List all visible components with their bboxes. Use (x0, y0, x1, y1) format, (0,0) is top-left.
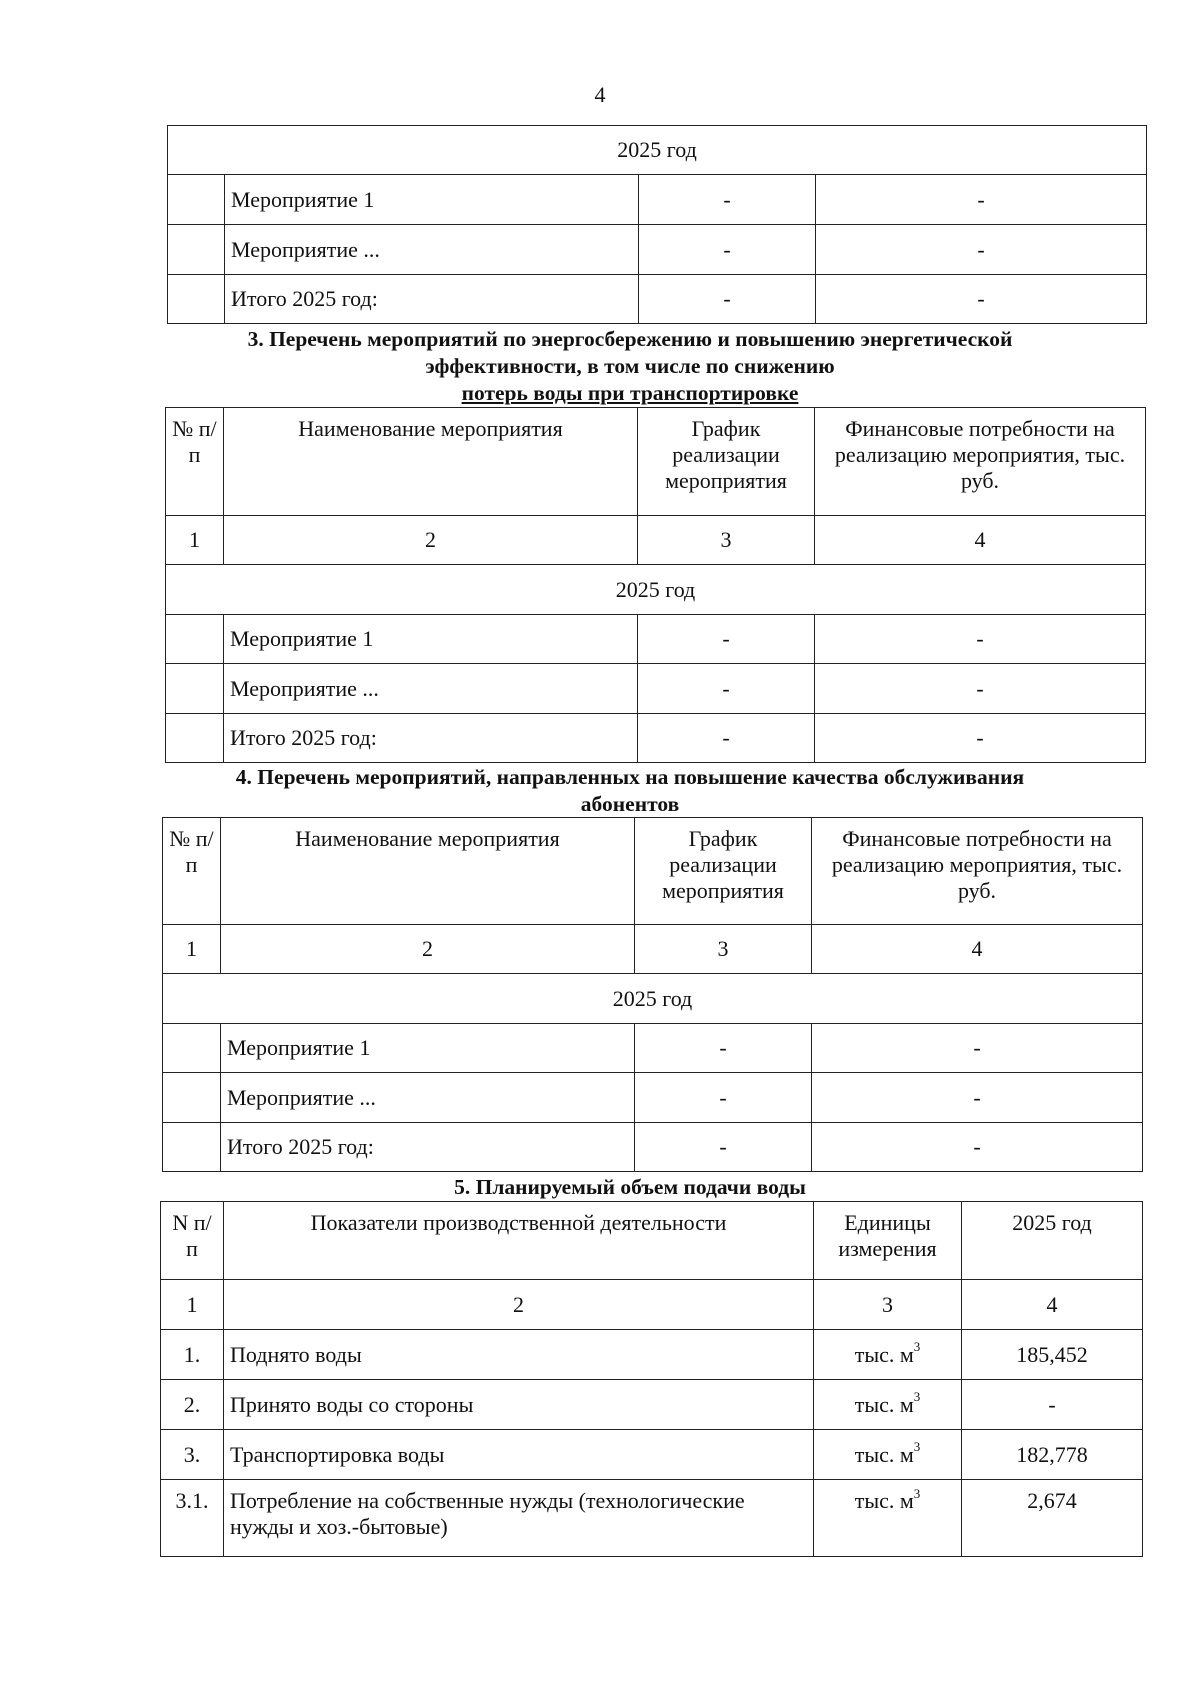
table-service-quality (162, 817, 1143, 1172)
table-row: 3. Транспортировка воды тыс. $м^3$ 182,778 (161, 1430, 1143, 1480)
col-header: Наименование мероприятия (224, 408, 638, 516)
finance-cell: - (816, 275, 1147, 324)
schedule-cell: - (639, 175, 816, 225)
section-3-title: 3. Перечень мероприятий по энергосбережению и повышению энергетической эффективности, в том числе по снижению потерь воды при транспортировке (247, 327, 1013, 405)
page-number: 4 (594, 82, 606, 107)
measure-name: Итого 2025 год: (224, 714, 638, 763)
unit-cell: тыс. $м^3$ (814, 1380, 962, 1430)
year-row: 2025 год (166, 565, 1146, 615)
table-row: Мероприятие ... - - (163, 1073, 1143, 1123)
table-header-row (163, 818, 1143, 925)
measure-name: Итого 2025 год: (221, 1123, 635, 1172)
table-row: 2. Принято воды со стороны тыс. $м^3$ - (161, 1380, 1143, 1430)
section-4-title: 4. Перечень мероприятий, направленных на повышение качества обслуживания абонентов (235, 765, 1025, 816)
table-measures-tail (167, 125, 1147, 324)
table-header-row (161, 1202, 1143, 1280)
measure-name: Мероприятие 1 (224, 615, 638, 664)
col-header: № п/п (166, 408, 224, 516)
column-numbers-row: 1 2 3 4 (161, 1280, 1143, 1330)
col-header: № п/п (163, 818, 221, 925)
finance-cell: - (816, 175, 1147, 225)
table-header-row (166, 408, 1146, 516)
section-5-title: 5. Планируемый объем подачи воды (454, 1175, 806, 1199)
finance-cell: - (816, 225, 1147, 275)
year-row: 2025 год (168, 126, 1147, 175)
indicator-name: Потребление на собственные нужды (технологические нужды и хоз.-бытовые) (224, 1480, 814, 1557)
col-header: N п/п (161, 1202, 224, 1280)
table-water-supply (160, 1201, 1143, 1557)
measure-name: Мероприятие 1 (221, 1024, 635, 1073)
unit-cell: тыс. $м^3$ (814, 1330, 962, 1380)
table-row: 3.1. Потребление на собственные нужды (технологические нужды и хоз.-бытовые) тыс. $м^3$ 2,674 (161, 1480, 1143, 1557)
value-cell: 182,778 (962, 1430, 1143, 1480)
year-row: 2025 год (163, 974, 1143, 1024)
unit-cell: тыс. $м^3$ (814, 1480, 962, 1557)
col-header: Показатели производственной деятельности (224, 1202, 814, 1280)
table-row: 1. Поднято воды тыс. $м^3$ 185,452 (161, 1330, 1143, 1380)
col-header: Единицы измерения (814, 1202, 962, 1280)
indicator-name: Транспортировка воды (224, 1430, 814, 1480)
measure-name: Мероприятие 1 (225, 175, 639, 225)
table-row (168, 275, 1147, 324)
indicator-name: Поднято воды (224, 1330, 814, 1380)
col-header: Наименование мероприятия (221, 818, 635, 925)
value-cell: 185,452 (962, 1330, 1143, 1380)
measure-name: Мероприятие ... (224, 664, 638, 714)
schedule-cell: - (639, 275, 816, 324)
unit-cell: тыс. $м^3$ (814, 1430, 962, 1480)
schedule-cell: - (639, 225, 816, 275)
column-numbers-row: 1 2 3 4 (163, 925, 1143, 974)
table-row: Мероприятие 1 - - (163, 1024, 1143, 1073)
table-row (168, 175, 1147, 225)
table-row (168, 225, 1147, 275)
measure-name: Мероприятие ... (225, 225, 639, 275)
table-row: Мероприятие ... - - (166, 664, 1146, 714)
measure-name: Мероприятие ... (221, 1073, 635, 1123)
table-row: Итого 2025 год: - - (163, 1123, 1143, 1172)
col-header: Финансовые потребности на реализацию мероприятия, тыс. руб. (815, 408, 1146, 516)
col-header: График реализации мероприятия (638, 408, 815, 516)
table-energy-saving (165, 407, 1146, 763)
table-row: Мероприятие 1 - - (166, 615, 1146, 664)
indicator-name: Принято воды со стороны (224, 1380, 814, 1430)
measure-name: Итого 2025 год: (225, 275, 639, 324)
value-cell: 2,674 (962, 1480, 1143, 1557)
column-numbers-row: 1 2 3 4 (166, 516, 1146, 565)
col-header: 2025 год (962, 1202, 1143, 1280)
col-header: Финансовые потребности на реализацию мероприятия, тыс. руб. (812, 818, 1143, 925)
value-cell: - (962, 1380, 1143, 1430)
table-row: Итого 2025 год: - - (166, 714, 1146, 763)
col-header: График реализации мероприятия (635, 818, 812, 925)
